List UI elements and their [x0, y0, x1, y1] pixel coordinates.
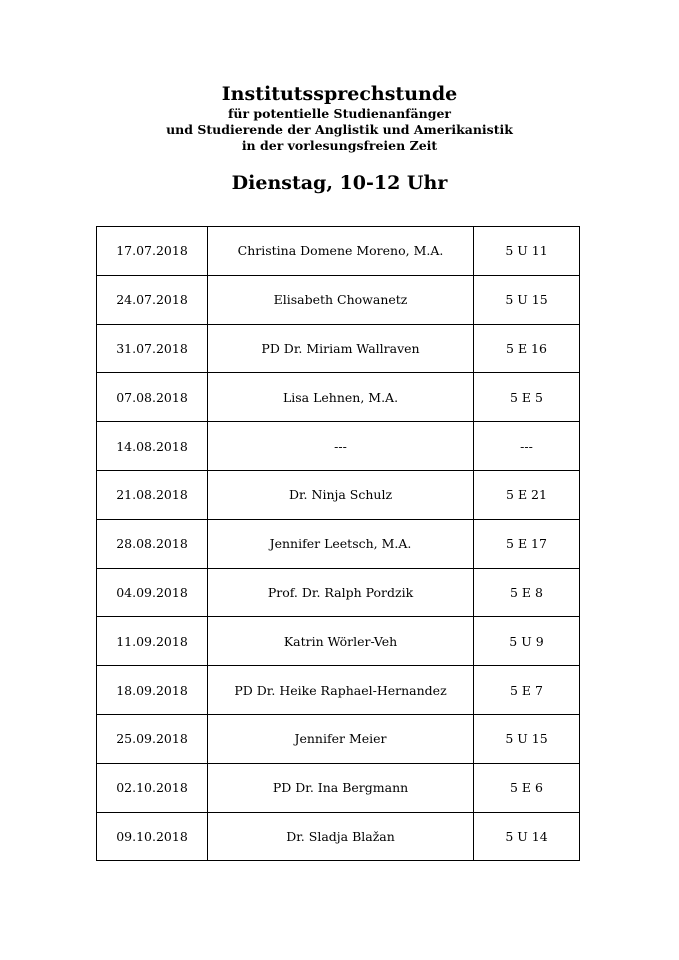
room-cell: 5 E 16 [474, 324, 580, 373]
table-row [97, 422, 580, 471]
room-cell: 5 E 17 [474, 519, 580, 568]
room-cell: 5 U 9 [474, 617, 580, 666]
room-cell: 5 E 21 [474, 470, 580, 519]
date-cell: 21.08.2018 [97, 470, 208, 519]
name-cell: Katrin Wörler-Veh [208, 617, 474, 666]
date-cell: 14.08.2018 [97, 422, 208, 471]
subtitle-line-1: für potentielle Studienanfänger [227, 106, 452, 121]
name-cell: --- [208, 422, 474, 471]
table-row [97, 617, 580, 666]
date-cell: 17.07.2018 [97, 227, 208, 276]
subtitle-line-2: und Studierende der Anglistik und Amerikanistik [166, 122, 513, 137]
table-row [97, 812, 580, 861]
day-heading: Dienstag, 10-12 Uhr [231, 172, 448, 194]
date-cell: 02.10.2018 [97, 763, 208, 812]
room-cell: 5 U 15 [474, 714, 580, 763]
name-cell: Dr. Ninja Schulz [208, 470, 474, 519]
date-cell: 28.08.2018 [97, 519, 208, 568]
page-title: Institutssprechstunde [221, 83, 458, 105]
date-cell: 31.07.2018 [97, 324, 208, 373]
name-cell: PD Dr. Heike Raphael-Hernandez [208, 666, 474, 715]
table-row [97, 714, 580, 763]
room-cell: 5 E 7 [474, 666, 580, 715]
table-row [97, 568, 580, 617]
schedule-table [96, 226, 580, 861]
name-cell: Jennifer Leetsch, M.A. [208, 519, 474, 568]
name-cell: PD Dr. Ina Bergmann [208, 763, 474, 812]
table-row [97, 470, 580, 519]
name-cell: Prof. Dr. Ralph Pordzik [208, 568, 474, 617]
table-row [97, 763, 580, 812]
name-cell: Elisabeth Chowanetz [208, 275, 474, 324]
room-cell: 5 U 11 [474, 227, 580, 276]
date-cell: 09.10.2018 [97, 812, 208, 861]
date-cell: 04.09.2018 [97, 568, 208, 617]
date-cell: 11.09.2018 [97, 617, 208, 666]
room-cell: 5 E 6 [474, 763, 580, 812]
table-row [97, 666, 580, 715]
table-row [97, 324, 580, 373]
date-cell: 25.09.2018 [97, 714, 208, 763]
room-cell: 5 E 5 [474, 373, 580, 422]
table-row [97, 519, 580, 568]
name-cell: Lisa Lehnen, M.A. [208, 373, 474, 422]
room-cell: 5 U 14 [474, 812, 580, 861]
name-cell: PD Dr. Miriam Wallraven [208, 324, 474, 373]
date-cell: 24.07.2018 [97, 275, 208, 324]
table-row [97, 227, 580, 276]
room-cell: 5 E 8 [474, 568, 580, 617]
date-cell: 18.09.2018 [97, 666, 208, 715]
date-cell: 07.08.2018 [97, 373, 208, 422]
name-cell: Christina Domene Moreno, M.A. [208, 227, 474, 276]
room-cell: --- [474, 422, 580, 471]
table-row [97, 275, 580, 324]
table-row [97, 373, 580, 422]
document-header [0, 82, 679, 154]
subtitle-line-3: in der vorlesungsfreien Zeit [241, 138, 438, 153]
name-cell: Dr. Sladja Blažan [208, 812, 474, 861]
name-cell: Jennifer Meier [208, 714, 474, 763]
room-cell: 5 U 15 [474, 275, 580, 324]
